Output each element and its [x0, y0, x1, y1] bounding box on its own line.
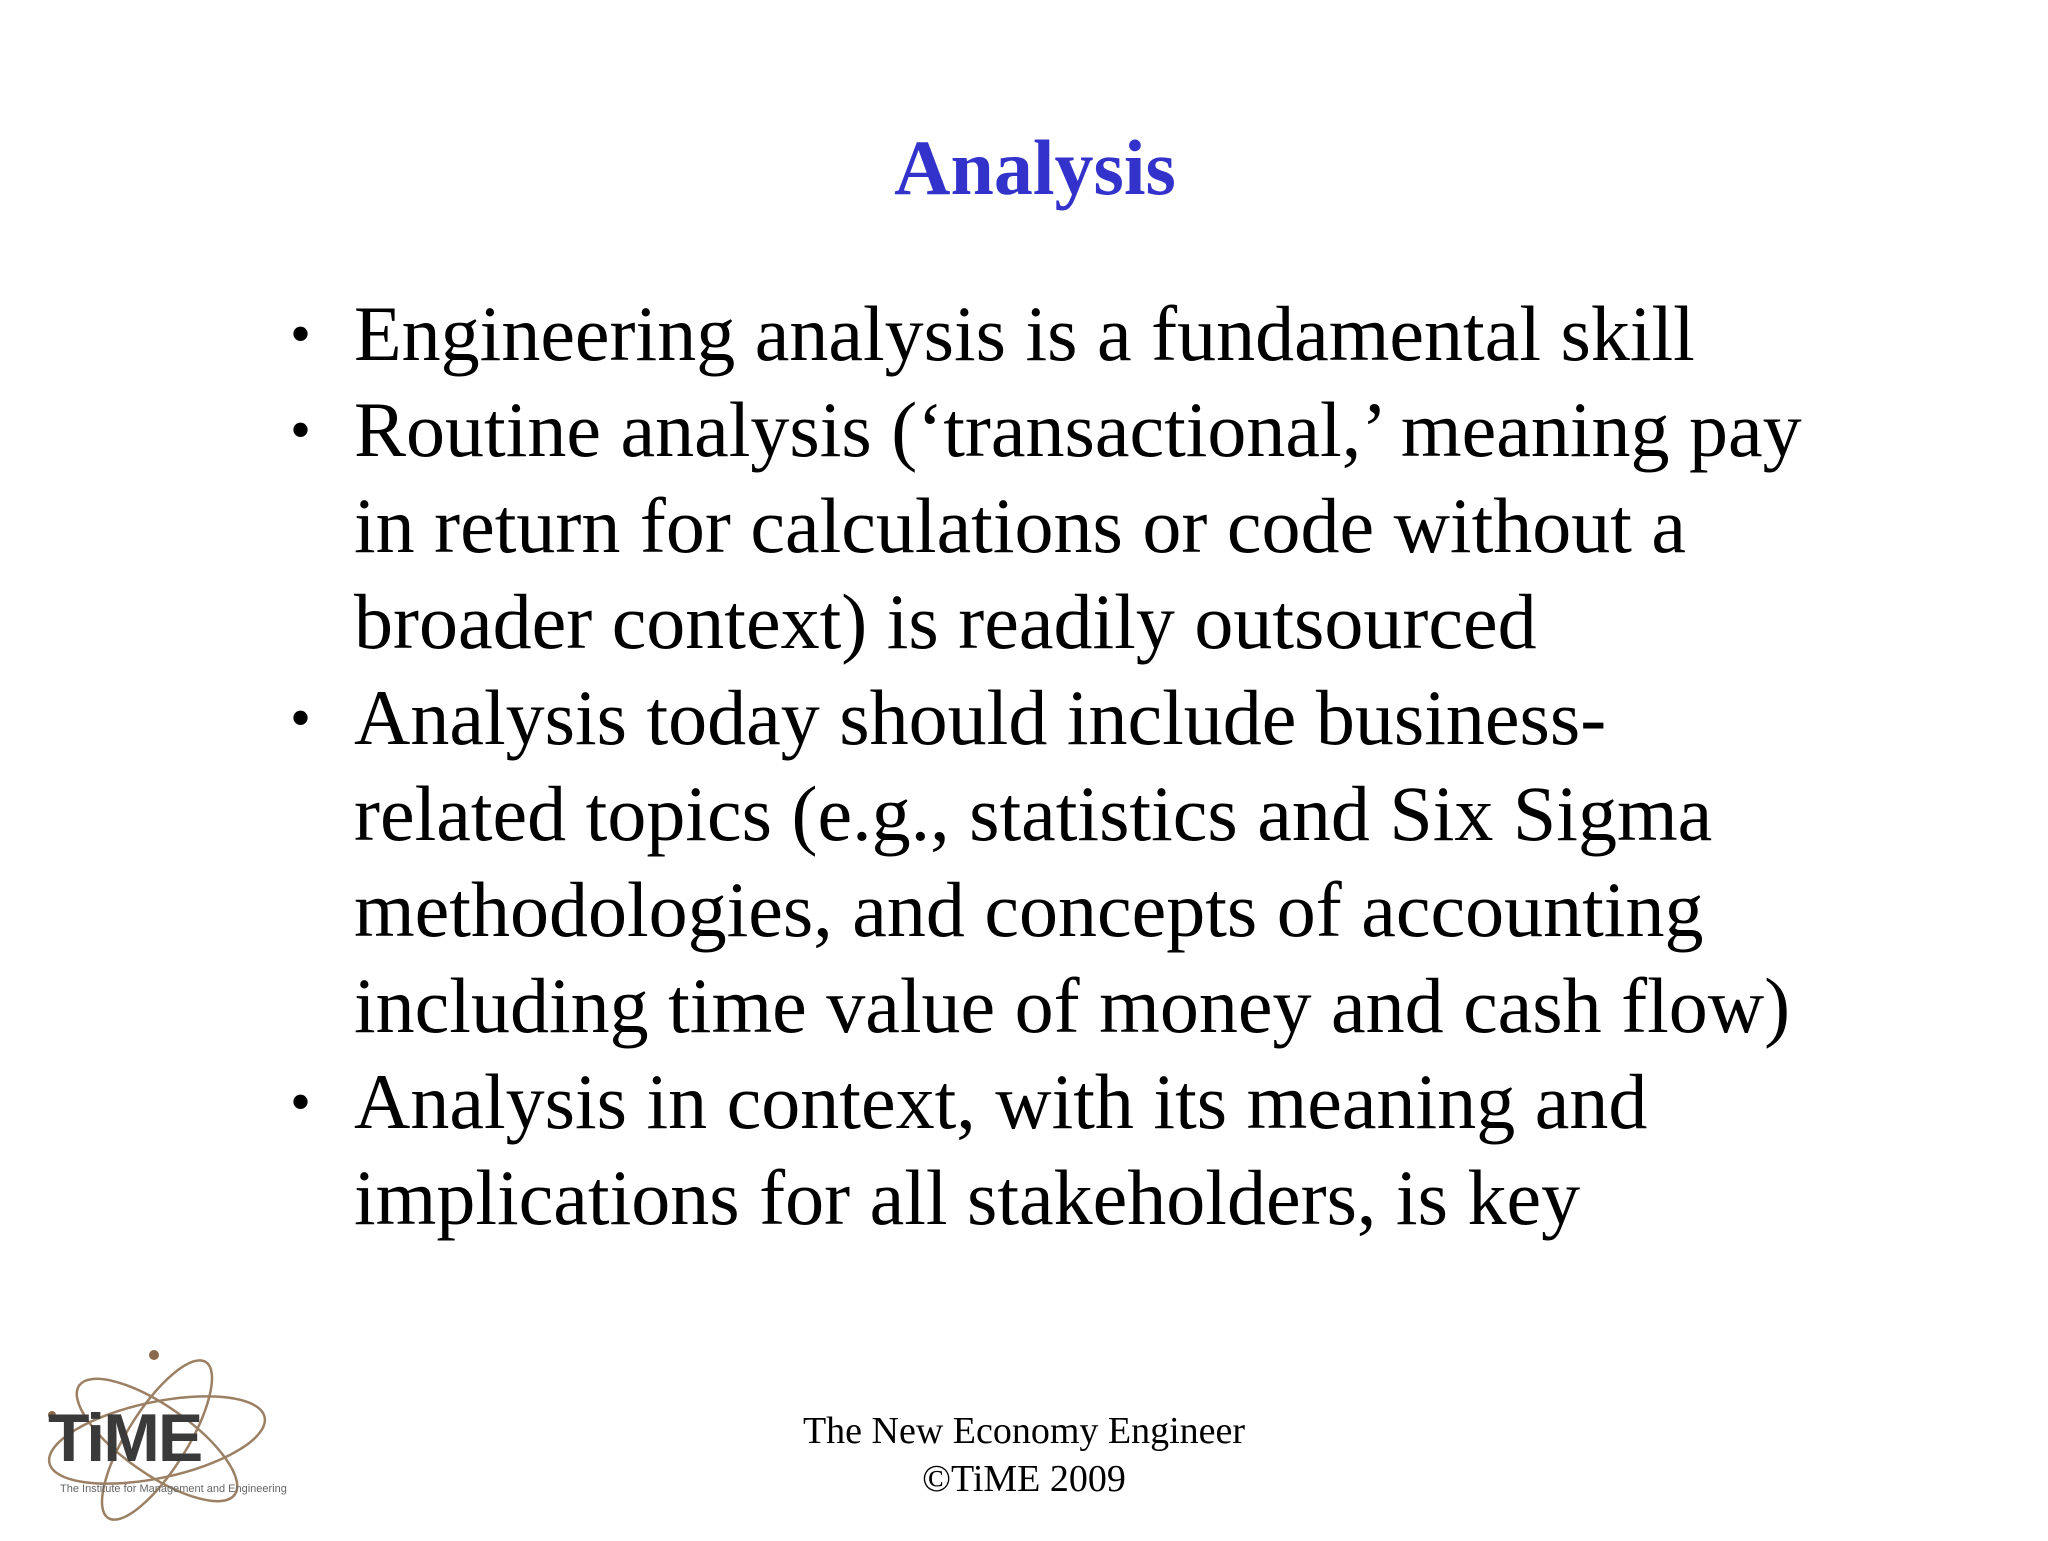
bullet-text: Routine analysis (‘transactional,’ meaning pay in return for calculations or code without a broader context) is readily outsourced — [354, 386, 1802, 665]
bullet-marker: • — [290, 301, 312, 367]
bullet-item — [290, 1054, 1890, 1246]
logo-text: TiME — [48, 1400, 202, 1476]
footer-title: The New Economy Engineer — [802, 1410, 1246, 1452]
bullet-text: Analysis today should include business- related topics (e.g., statistics and Six Sigma methodologies, and concepts of accounting including time value of money and cash flow) — [354, 674, 1791, 1049]
bullet-list — [290, 286, 1890, 1246]
slide-title: Analysis — [894, 124, 1176, 211]
bullet-marker: • — [290, 685, 312, 751]
footer — [0, 1407, 2048, 1503]
bullet-marker: • — [290, 397, 312, 463]
logo-tagline: The Institute for Management and Engineering — [60, 1483, 287, 1495]
bullet-marker: • — [290, 1069, 312, 1135]
bullet-item — [290, 286, 1890, 382]
bullet-text: Analysis in context, with its meaning and implications for all stakeholders, is key — [354, 1058, 1648, 1241]
footer-copyright: ©TiME 2009 — [922, 1458, 1126, 1500]
bullet-item — [290, 382, 1890, 670]
bullet-item — [290, 670, 1890, 1054]
bullet-text: Engineering analysis is a fundamental skill — [354, 290, 1695, 377]
